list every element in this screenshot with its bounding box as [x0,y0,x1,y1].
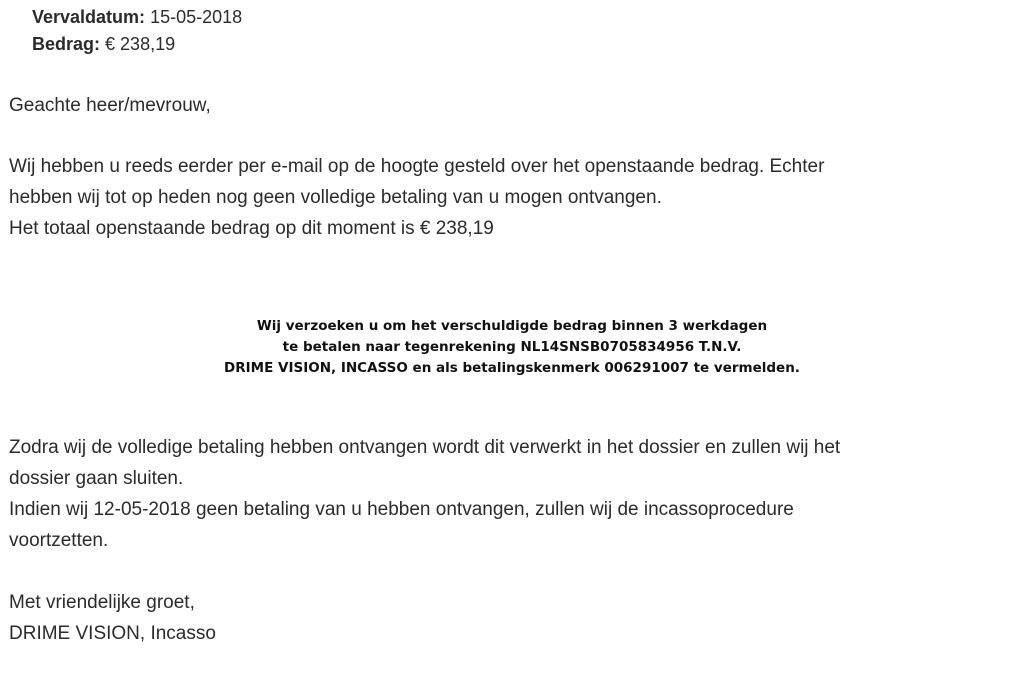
amount-label: Bedrag: [32,34,101,54]
salutation [9,90,211,121]
signoff-sender: DRIME VISION, Incasso [9,623,216,644]
intro-paragraph [9,151,824,244]
notice-line: Wij verzoeken u om het verschuldigde bedrag binnen 3 werkdagen [256,318,768,334]
intro-line: hebben wij tot op heden nog geen volledige betaling van u mogen ontvangen. [9,187,662,208]
notice-line: te betalen naar tegenrekening NL14SNSB0705834956 T.N.V. [282,339,742,355]
due-date-row [32,4,242,31]
salutation-text: Geachte heer/mevrouw, [9,95,211,116]
amount-row [32,31,242,58]
due-date-value: 15-05-2018 [150,7,243,27]
closing-line: dossier gaan sluiten. [9,468,184,489]
closing-line: voortzetten. [9,530,109,551]
signoff-greeting: Met vriendelijke groet, [9,592,195,613]
intro-line: Wij hebben u reeds eerder per e-mail op de hoogte gesteld over het openstaande bedrag. Echter [9,156,825,177]
intro-line: Het totaal openstaande bedrag op dit moment is € 238,19 [9,218,494,239]
due-date-label: Vervaldatum: [32,7,146,27]
signoff [9,587,216,649]
closing-line: Zodra wij de volledige betaling hebben ontvangen wordt dit verwerkt in het dossier en zullen wij het [9,437,841,458]
payment-request-notice [0,316,1024,379]
closing-paragraph [9,432,840,556]
notice-line: DRIME VISION, INCASSO en als betalingskenmerk 006291007 te vermelden. [224,360,800,376]
invoice-meta [32,4,242,58]
closing-line: Indien wij 12-05-2018 geen betaling van u hebben ontvangen, zullen wij de incassoprocedure [9,499,794,520]
amount-value: € 238,19 [105,34,176,54]
